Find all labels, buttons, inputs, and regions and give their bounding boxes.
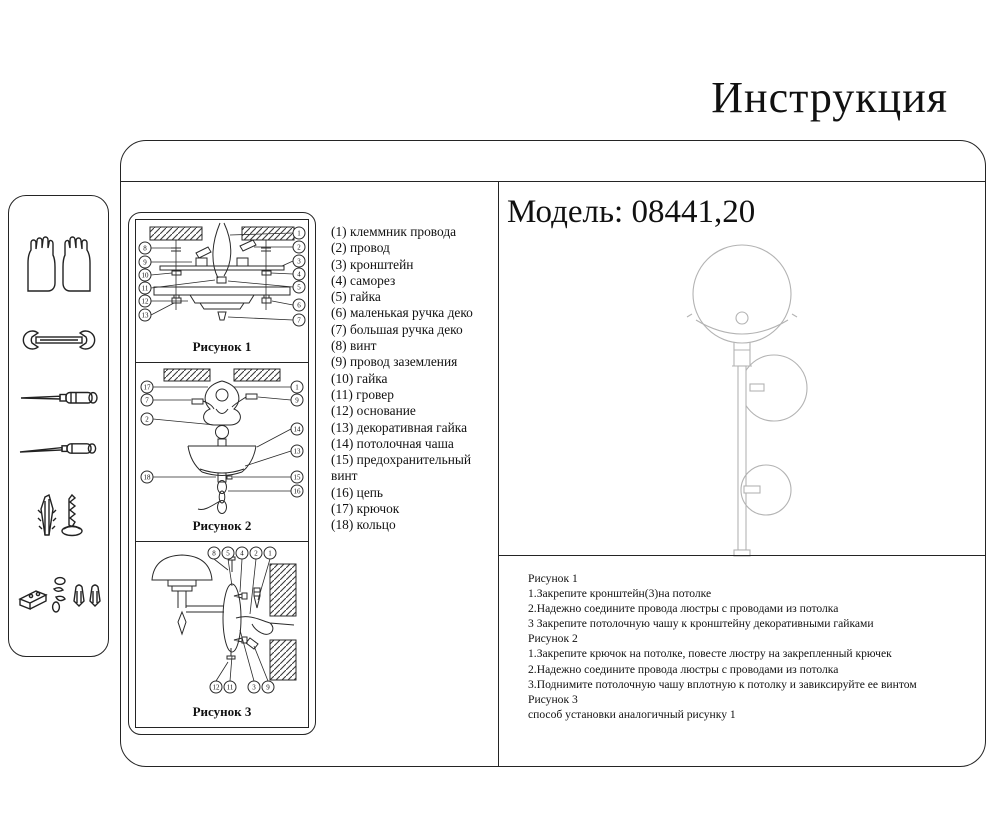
part-item: (5) гайка <box>331 289 381 305</box>
figure-3-caption: Рисунок 3 <box>192 704 252 719</box>
svg-text:5: 5 <box>226 549 230 558</box>
part-item: (3) кронштейн <box>331 256 414 272</box>
svg-text:7: 7 <box>145 396 149 405</box>
figures-panel <box>128 212 316 735</box>
svg-text:4: 4 <box>297 270 301 279</box>
main-frame-header-strip <box>121 141 985 182</box>
fig3-bottom-callouts <box>210 681 274 693</box>
instruction-line: 1.Закрепите крючок на потолке, повесте люстру на закрепленный крючек <box>528 647 892 661</box>
svg-text:2: 2 <box>145 415 149 424</box>
svg-text:1: 1 <box>268 549 272 558</box>
svg-text:11: 11 <box>226 683 234 692</box>
instruction-line: 3 Закрепите потолочную чашу к кронштейну декоративными гайками <box>528 617 874 631</box>
part-item: (1) клеммник провода <box>331 224 457 239</box>
instruction-line: способ установки аналогичный рисунку 1 <box>528 707 736 721</box>
part-item: (17) крючок <box>331 501 400 517</box>
svg-text:9: 9 <box>266 683 270 692</box>
part-item: (8) винт <box>331 338 377 354</box>
part-item: (9) провод заземления <box>331 354 458 370</box>
svg-text:16: 16 <box>293 487 301 496</box>
part-item: (7) большая ручка деко <box>331 321 463 337</box>
product-illustration <box>654 238 844 558</box>
figure-1-diagram <box>136 222 308 336</box>
instruction-line: 3.Поднимите потолочную чашу вплотную к потолку и завиксируйте ее винтом <box>528 677 917 691</box>
instruction-line: 2.Надежно соедините провода люстры с проводами из потолка <box>528 662 839 676</box>
section-divider <box>499 555 985 556</box>
awl-screwdriver-icon <box>18 438 100 460</box>
main-frame <box>120 140 986 767</box>
svg-text:9: 9 <box>295 396 299 405</box>
svg-text:1: 1 <box>295 383 299 392</box>
part-item: (10) гайка <box>331 370 388 386</box>
fig1-left-callouts <box>139 242 151 321</box>
anchor-screw-icon <box>28 491 90 543</box>
svg-text:6: 6 <box>297 301 301 310</box>
svg-text:18: 18 <box>143 473 151 482</box>
fig2-left-callouts <box>141 381 153 483</box>
figure-2-section <box>136 363 308 542</box>
instruction-line: Рисунок 2 <box>528 632 578 646</box>
svg-text:13: 13 <box>141 311 149 320</box>
tools-sidebar <box>8 195 109 657</box>
svg-text:13: 13 <box>293 447 301 456</box>
svg-text:9: 9 <box>143 258 147 267</box>
svg-text:10: 10 <box>141 271 149 280</box>
figure-2-diagram <box>136 365 308 515</box>
part-item: (11) гровер <box>331 386 394 402</box>
svg-text:4: 4 <box>240 549 244 558</box>
svg-text:12: 12 <box>212 683 220 692</box>
right-pane <box>498 182 985 766</box>
svg-text:8: 8 <box>143 244 147 253</box>
instruction-line: Рисунок 1 <box>528 572 578 585</box>
svg-text:5: 5 <box>297 283 301 292</box>
svg-text:15: 15 <box>293 473 301 482</box>
figure-1-section <box>136 220 308 363</box>
fasteners-icon <box>16 573 102 619</box>
svg-text:11: 11 <box>141 284 149 293</box>
wrench-icon <box>19 325 99 355</box>
model-label: Модель: <box>507 194 624 230</box>
svg-text:14: 14 <box>293 425 301 434</box>
fig2-right-callouts <box>291 381 303 497</box>
figure-2-caption: Рисунок 2 <box>192 518 252 533</box>
part-item: (2) провод <box>331 240 390 256</box>
instructions-block <box>528 571 980 722</box>
svg-text:17: 17 <box>143 383 151 392</box>
flat-screwdriver-icon <box>18 386 100 408</box>
svg-text:1: 1 <box>297 229 301 238</box>
part-item: (12) основание <box>331 403 416 419</box>
parts-list <box>331 224 499 534</box>
figure-3-section <box>136 542 308 727</box>
svg-text:2: 2 <box>297 243 301 252</box>
part-item: (13) декоративная гайка <box>331 419 468 435</box>
page-title: Инструкция <box>711 73 948 122</box>
figure-1-caption: Рисунок 1 <box>192 339 252 354</box>
fig1-right-callouts <box>293 227 305 326</box>
part-item: (4) саморез <box>331 272 396 288</box>
part-item: (14) потолочная чаша <box>331 435 454 451</box>
instruction-line: Рисунок 3 <box>528 692 578 706</box>
instruction-line: 2.Надежно соедините провода люстры с проводами из потолка <box>528 602 839 616</box>
gloves-icon <box>22 233 96 295</box>
svg-text:7: 7 <box>297 316 301 325</box>
model-line <box>507 194 755 231</box>
instruction-line: 1.Закрепите кронштейн(3)на потолке <box>528 587 712 601</box>
part-item: (16) цепь <box>331 484 384 500</box>
svg-text:3: 3 <box>297 257 301 266</box>
model-number: 08441,20 <box>631 194 756 230</box>
figure-3-diagram <box>136 544 308 696</box>
svg-text:8: 8 <box>212 549 216 558</box>
fig3-top-callouts <box>208 547 276 559</box>
svg-text:12: 12 <box>141 297 149 306</box>
svg-text:3: 3 <box>252 683 256 692</box>
svg-text:2: 2 <box>254 549 258 558</box>
part-item: (15) предохранительный винт <box>331 452 472 484</box>
part-item: (18) кольцо <box>331 517 396 533</box>
left-pane <box>121 182 498 766</box>
part-item: (6) маленькая ручка деко <box>331 305 473 321</box>
wall-lamp-drawing <box>654 238 844 558</box>
